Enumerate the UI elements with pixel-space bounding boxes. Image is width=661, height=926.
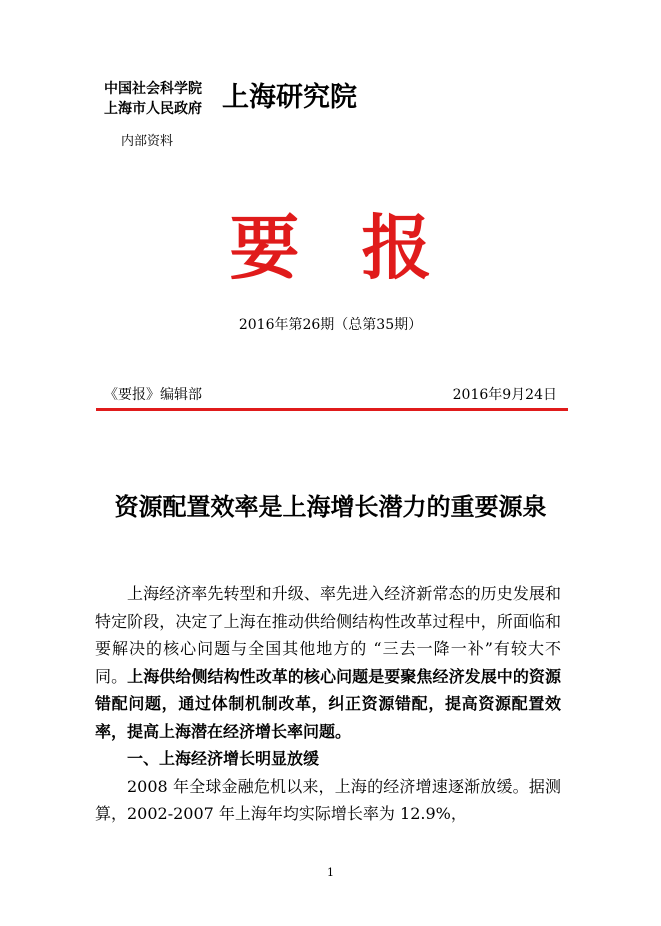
- intro-key-point: 上海供给侧结构性改革的核心问题是要聚焦经济发展中的资源错配问题，通过体制机制改革，纠正资源错配，提高资源配置效率，提高上海潜在经济增长率问题。: [95, 666, 561, 741]
- section-heading: 一、上海经济增长明显放缓: [127, 749, 320, 768]
- red-divider: [96, 408, 568, 411]
- issue-line: 2016年第26期（总第35期）: [238, 317, 423, 333]
- internal-label: 内部资料: [121, 134, 174, 149]
- publish-date: 2016年9月24日: [452, 387, 557, 403]
- org-line-shanghai-gov: 上海市人民政府: [104, 101, 202, 117]
- article-body: [95, 580, 561, 828]
- article-title: 资源配置效率是上海增长潜力的重要源泉: [114, 493, 547, 521]
- org-lines: [104, 79, 202, 119]
- editorial-department: 《要报》编辑部: [104, 387, 202, 403]
- paragraph-growth: 2008 年全球金融危机以来，上海的经济增速逐渐放缓。据测算，2002-2007 年上海年均实际增长率为 12.9%，: [95, 776, 561, 823]
- paragraph-intro: [95, 580, 561, 745]
- intro-text: 上海经济率先转型和升级、率先进入经济新常态的历史发展和特定阶段，决定了上海在推动供给侧结构性改革过程中，所面临和要解决的核心问题与全国其他地方的 “三去一降一补”有较大不同。: [95, 584, 561, 686]
- masthead-title: 要报: [229, 206, 494, 289]
- institute-name: 上海研究院: [222, 82, 357, 113]
- org-line-cass: 中国社会科学院: [104, 81, 202, 97]
- page-number: 1: [327, 866, 334, 879]
